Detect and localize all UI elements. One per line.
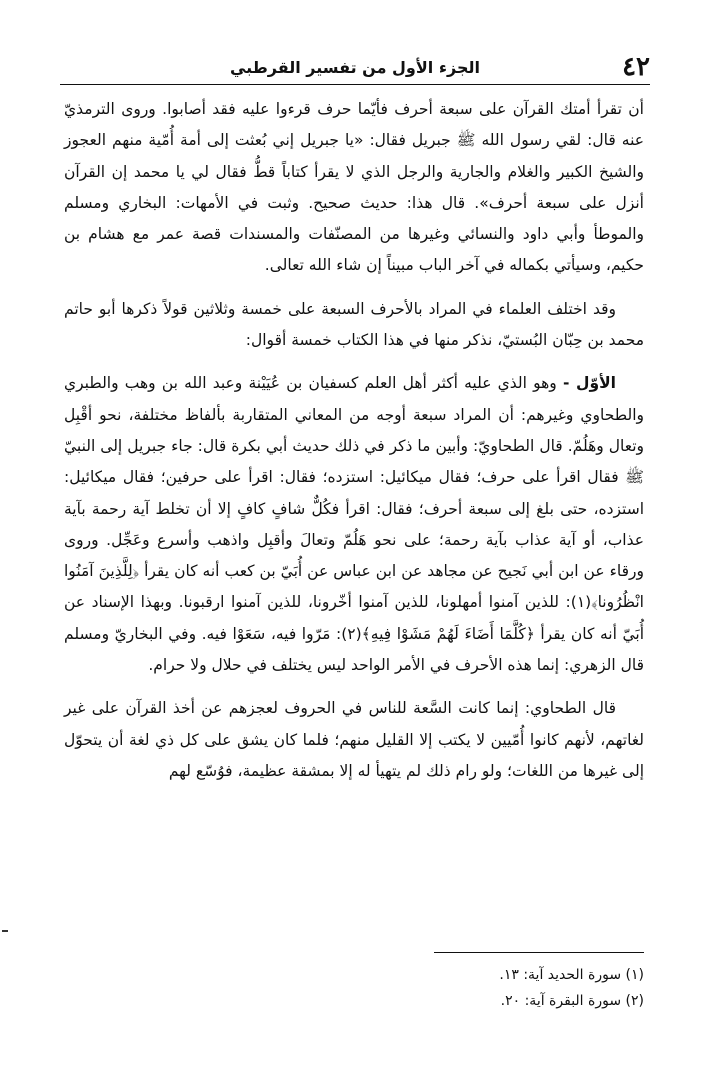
main-text (64, 94, 644, 787)
first-opinion-lead: الأوّل - (562, 374, 616, 393)
paragraph-3-text: وهو الذي عليه أكثر أهل العلم كسفيان بن عُيَيْنة وعبد الله بن وهب والطبري والطحاوي وغيرهم: أن المراد سبعة أوجه من المعاني المتقاربة بألفاظ مختلفة، نحو أقْبِل وتعال وهَلُمّ. قال الطحاويّ: وأبين ما ذكر في ذلك حديث أبي بكرة قال: جاء جبريل إلى النبيّ ﷺ فقال اقرأ على حرف؛ فقال ميكائيل: استزده؛ فقال: اقرأ على حرفين؛ فقال ميكائيل: استزده، حتى بلغ إلى سبعة أحرف؛ فقال: اقرأ فكُلٌّ شافٍ كافٍ إلا أن تخلط آية رحمة بآية عذاب، أو آية عذاب بآية رحمة؛ على نحو هَلُمّ وتعالَ وأقبِل واذهب وأسرع وعَجِّل. وروى ورقاء عن ابن أبي نَجيح عن مجاهد عن ابن عباس عن أُبَيّ بن كعب أنه كان يقرأ ﴿لِلَّذِينَ آمَنُوا انْظُرُونا﴾(١): للذين آمنوا أمهلونا، للذين آمنوا أخّرونا، للذين آمنوا ارقبونا. وبهذا الإسناد عن أُبَيّ أنه كان يقرأ ﴿كُلَّمَا أَضَاءَ لَهُمْ مَشَوْا فِيهِ﴾(٢): مَرّوا فيه، سَعَوْا فيه. وفي البخاريّ ومسلم قال الزهري: إنما هذه الأحرف في الأمر الواحد ليس يختلف في حلال ولا حرام. (64, 374, 644, 675)
paragraph-4: قال الطحاوي: إنما كانت السَّعة للناس في الحروف لعجزهم عن أخذ القرآن على غير لغاتهم، لأنهم كانوا أُمّيين لا يكتب إلا القليل منهم؛ فلما كان يشق على كل ذي لغة أن يتحوّل إلى غيرها من اللغات؛ ولو رام ذلك لم يتهيأ له إلا بمشقة عظيمة، فوُسّع لهم (64, 699, 644, 780)
running-title: الجزء الأول من تفسير القرطبي (229, 58, 480, 77)
paragraph-2: وقد اختلف العلماء في المراد بالأحرف السبعة على خمسة وثلاثين قولاً ذكرها أبو حاتم محمد بن حِبّان البُستيّ، نذكر منها في هذا الكتاب خمسة أقوال: (64, 299, 644, 350)
margin-mark (2, 930, 8, 932)
paragraph-1: أن تقرأ أمتك القرآن على سبعة أحرف فأيّما حرف قرءوا عليه فقد أصابوا. وروى الترمذيّ عنه قال: لقي رسول الله ﷺ جبريل فقال: «يا جبريل إني بُعثت إلى أمة أُمّية منهم العجوز والشيخ الكبير والغلام والجارية والرجل الذي لا يقرأ كتاباً قطُّ فقال لي يا محمد إن القرآن أنزل على سبعة أحرف». قال هذا: حديث صحيح. وثبت في الأمهات: البخاري ومسلم والموطأ وأبي داود والنسائي وغيرها من المصنّفات والمسندات قصة عمر مع هشام بن حكيم، وسيأتي بكماله في آخر الباب مبيناً إن شاء الله تعالى. (64, 100, 644, 275)
footnotes (64, 962, 644, 1014)
page-number: ٤٢ (622, 52, 650, 82)
footnote-2: (٢) سورة البقرة آية: ٢٠. (500, 993, 644, 1009)
footnote-divider (434, 952, 644, 953)
paragraph-3 (64, 368, 644, 681)
page-header (60, 54, 650, 85)
footnote-1: (١) سورة الحديد آية: ١٣. (499, 967, 644, 983)
